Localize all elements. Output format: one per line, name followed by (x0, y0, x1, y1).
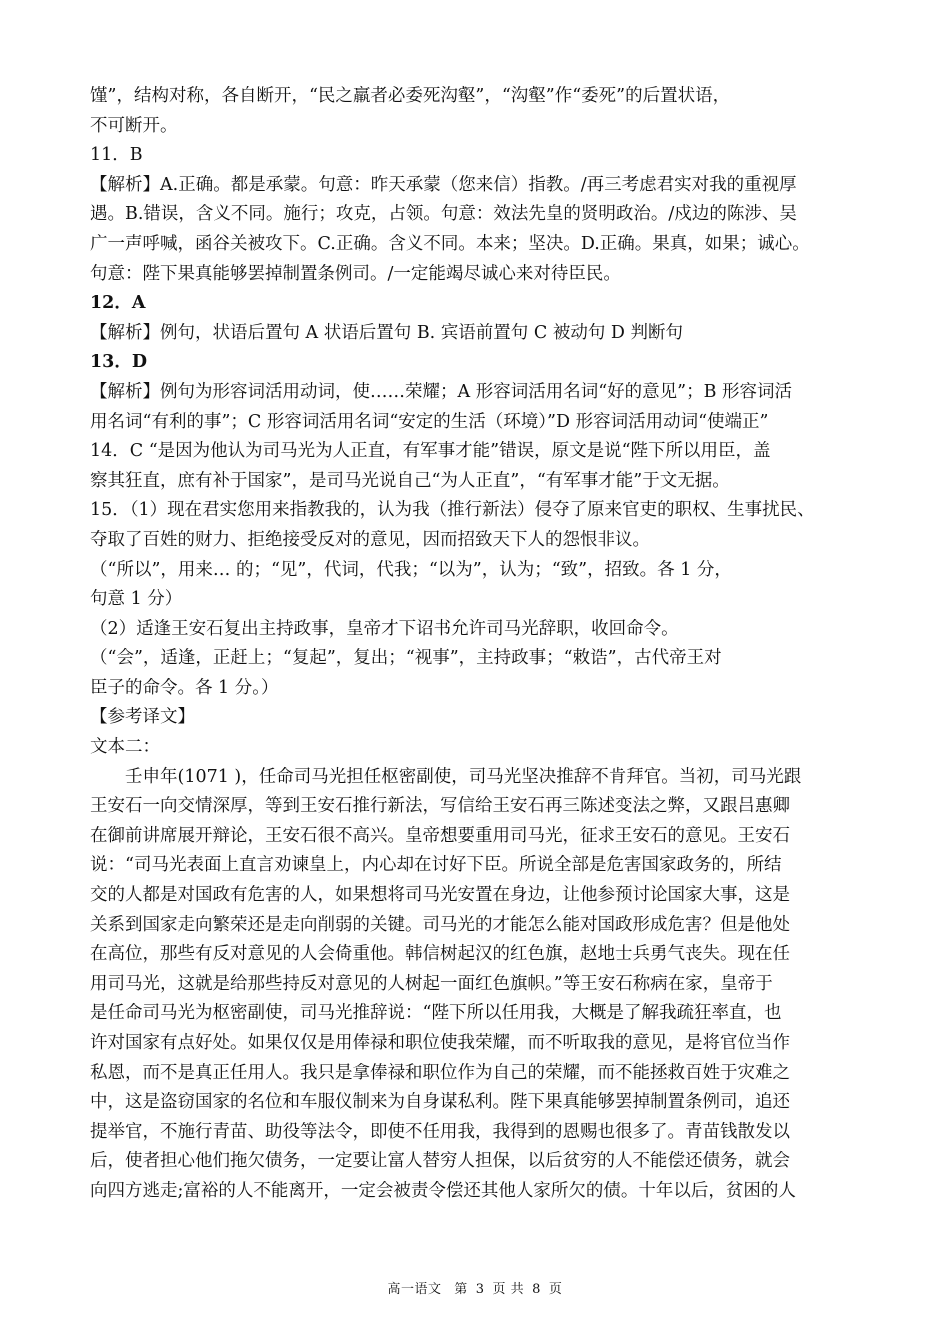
text-line: 馑”，结构对称，各自断开，“民之羸者必委死沟壑”，“沟壑”作“委死”的后置状语， (90, 86, 731, 106)
text-line: 广一声呼喊，函谷关被攻下。C.正确。含义不同。本来；坚决。D.正确。果真，如果；诚心。 (90, 233, 810, 254)
text-line: 提举官，不施行青苗、助役等法令，即使不任用我，我得到的恩赐也很多了。青苗钱散发以 (90, 1121, 790, 1142)
text-line: 【解析】A.正确。都是承蒙。句意：昨天承蒙（您来信）指教。/再三考虑君实对我的重视厚 (90, 174, 797, 195)
footer-subject: 高一语文 (387, 1282, 442, 1297)
text-line: 臣子的命令。各 1 分。） (90, 677, 279, 698)
text-line: 后，使者担心他们拖欠债务，一定要让富人替穷人担保，以后贫穷的人不能偿还债务，就会 (90, 1151, 790, 1172)
text-line: 私恩，而不是真正任用人。我只是拿俸禄和职位作为自己的荣耀，而不能拯救百姓于灾难之 (90, 1062, 790, 1083)
section-subheading: 文本二： (90, 737, 160, 758)
footer-page-suffix: 页 (548, 1282, 563, 1297)
text-line: 用名词“有利的事”；C 形容词活用名词“安定的生活（环境）”D 形容词活用动词“使端正” (90, 411, 769, 432)
question-11-answer: 11．B (90, 145, 143, 166)
text-line: （“会”，适逢，正赶上；“复起”，复出；“视事”，主持政事；“敕诰”，古代帝王对 (90, 648, 722, 669)
text-line: 在高位，那些有反对意见的人会倚重他。韩信树起汉的红色旗，赵地士兵勇气丧失。现在任 (90, 944, 790, 965)
text-line: 壬申年(1071 )，任命司马光担任枢密副使，司马光坚决推辞不肯拜官。当初，司马光跟 (125, 766, 802, 787)
question-13-answer: 13．D (90, 352, 148, 373)
footer-page-number: 3 (475, 1282, 485, 1297)
text-line: 察其狂直，庶有补于国家”，是司马光说自己“为人正直”，“有军事才能”于文无据。 (90, 470, 730, 491)
text-line: 遇。B.错误，含义不同。施行；攻克，占领。句意：效法先皇的贤明政治。/戍边的陈涉、吴 (90, 204, 797, 225)
page-footer (0, 1278, 950, 1297)
text-line: 王安石一向交情深厚，等到王安石推行新法，写信给王安石再三陈述变法之弊，又跟吕惠卿 (90, 796, 790, 817)
footer-page-mid: 页 共 (492, 1282, 525, 1297)
text-line: 交的人都是对国政有危害的人，如果想将司马光安置在身边，让他参预讨论国家大事，这是 (90, 885, 790, 906)
text-line: 中，这是盗窃国家的名位和车服仪制来为自身谋私利。陛下果真能够罢掉制置条例司，追还 (90, 1092, 790, 1113)
footer-total-pages: 8 (532, 1282, 541, 1297)
text-line: （“所以”，用来… 的；“见”，代词，代我；“以为”，认为；“致”，招致。各 1 分， (90, 559, 732, 580)
text-line: 夺取了百姓的财力、拒绝接受反对的意见，因而招致天下人的怨恨非议。 (90, 529, 650, 550)
question-15-answer: 15．（1）现在君实您用来指教我的，认为我（推行新法）侵夺了原来官吏的职权、生事扰民、 (90, 500, 815, 521)
text-line: 在御前讲席展开辩论，王安石很不高兴。皇帝想要重用司马光，征求王安石的意见。王安石 (90, 825, 790, 846)
text-line: 【解析】例句为形容词活用动词，使……荣耀；A 形容词活用名词“好的意见”；B 形容词活 (90, 381, 793, 402)
text-line: 句意 1 分） (90, 589, 183, 610)
text-line: 是任命司马光为枢密副使，司马光推辞说：“陛下所以任用我，大概是了解我疏狂率直，也 (90, 1003, 782, 1024)
text-line: 向四方逃走;富裕的人不能离开，一定会被责令偿还其他人家所欠的债。十年以后，贫困的人 (90, 1180, 796, 1201)
text-line: 句意：陛下果真能够罢掉制置条例司。/一定能竭尽诚心来对待臣民。 (90, 263, 621, 284)
text-line: 用司马光，这就是给那些持反对意见的人树起一面红色旗帜。”等王安石称病在家，皇帝于 (90, 973, 773, 994)
question-12-answer: 12．A (90, 293, 146, 314)
text-line: 关系到国家走向繁荣还是走向削弱的关键。司马光的才能怎么能对国政形成危害？但是他处 (90, 914, 790, 935)
text-line: 许对国家有点好处。如果仅仅是用俸禄和职位使我荣耀，而不听取我的意见，是将官位当作 (90, 1033, 790, 1053)
text-line: 【解析】例句，状语后置句 A 状语后置句 B. 宾语前置句 C 被动句 D 判断句 (90, 322, 683, 343)
text-line: 说：“司马光表面上直言劝谏皇上，内心却在讨好下臣。所说全部是危害国家政务的，所结 (90, 855, 782, 876)
text-line: 不可断开。 (90, 115, 178, 136)
question-14-answer: 14．C “是因为他认为司马光为人正直，有军事才能”错误，原文是说“陛下所以用臣，盖 (90, 441, 771, 462)
section-heading: 【参考译文】 (90, 707, 195, 728)
answer-content (90, 82, 880, 1207)
text-line: （2）适逢王安石复出主持政事，皇帝才下诏书允许司马光辞职，收回命令。 (90, 618, 679, 639)
footer-page-prefix: 第 (454, 1282, 468, 1297)
